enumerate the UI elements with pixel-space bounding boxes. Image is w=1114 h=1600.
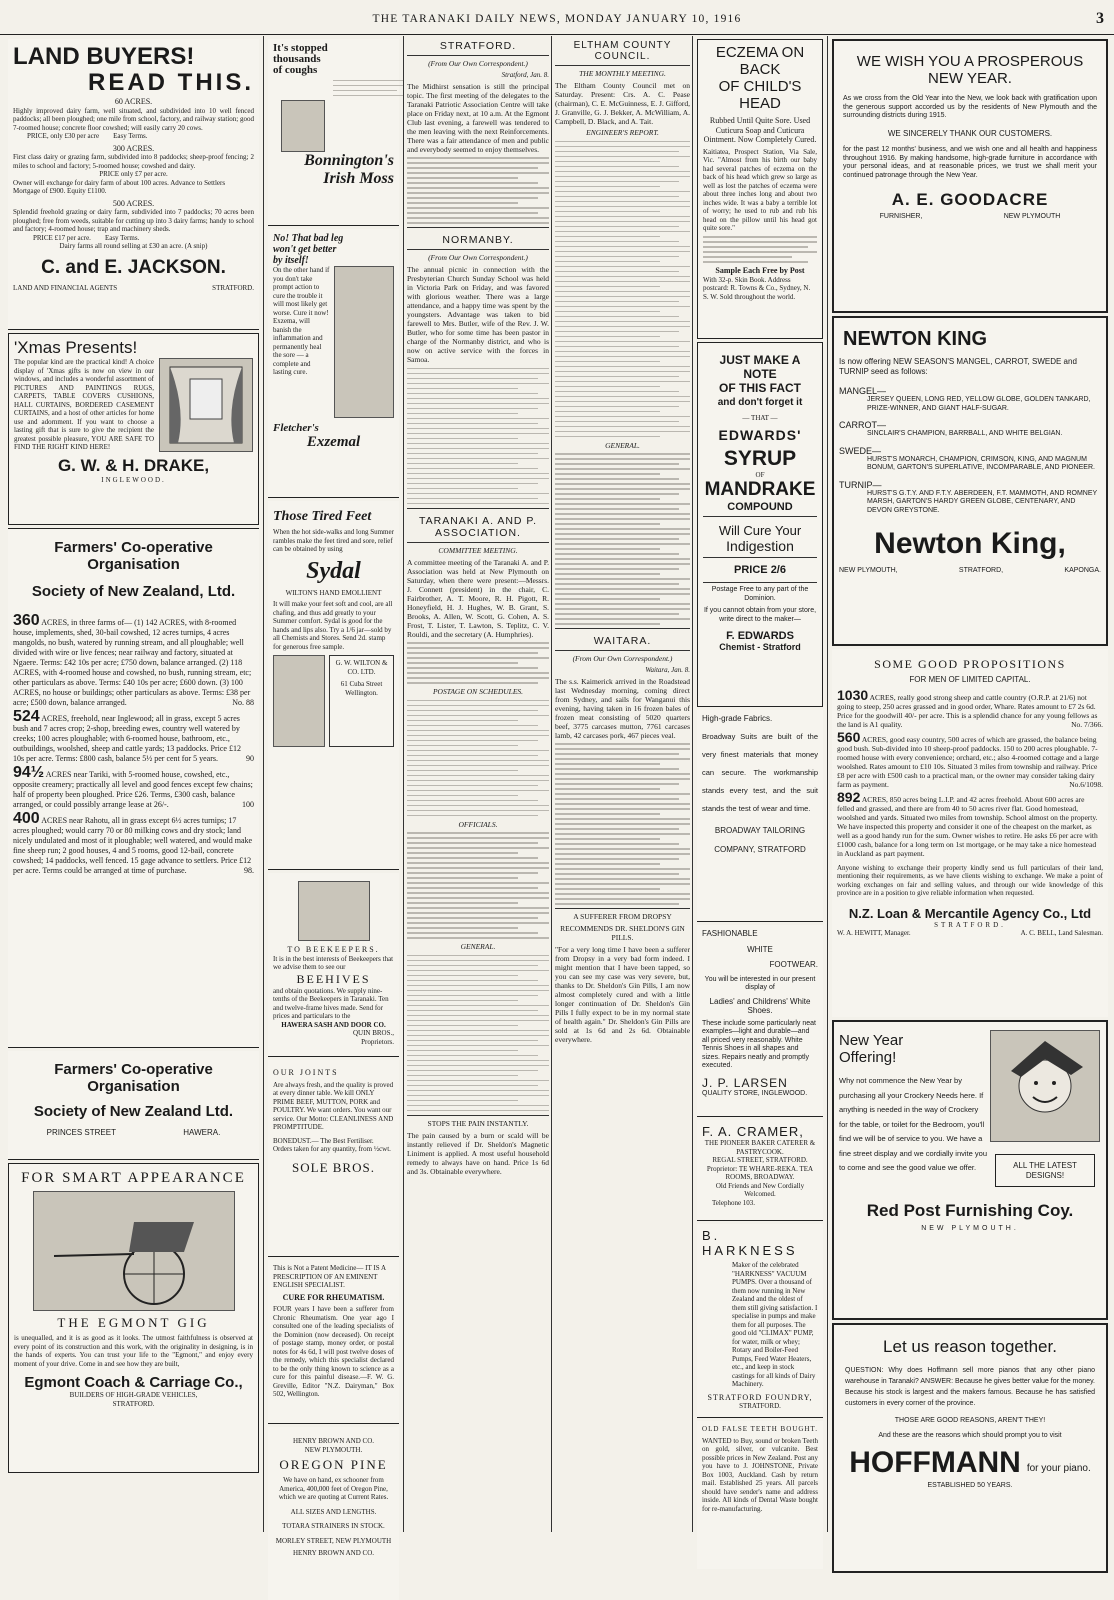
jester-icon [991, 1031, 1099, 1141]
firm-name: C. and E. JACKSON. [41, 256, 226, 278]
testimonial: Kaitiatea, Prospect Station, Via Sale, Vic. "Almost from his birth our baby had several patches of eczema on the back of his head which grew so large as well as lost the patches of eczema were about three inches long and about two inches wide. It was a baby a terrible lot of worry; he used to rub and rub his head on the pillow until his head got quite sore." [703, 147, 817, 232]
page-number: 3 [1096, 10, 1104, 27]
ad-title: TO BEEKEEPERS. [287, 945, 380, 954]
headline-2: Society of New Zealand, Ltd. [31, 583, 236, 600]
product: BEEHIVES [296, 971, 371, 986]
product: Exzemal [306, 434, 361, 450]
ad-text: WANTED to Buy, sound or broken Teeth on gold, silver, or vulcanite. Best possible prices in New Zealand. Post any you have to J. JOHNSTONE, Private Box 1003, Auckland. Cash by return mail. Established 25 years. All parcels should have sender's name and address inside. All kinds of Dental Waste bought for re-manufacturing. [702, 1436, 818, 1513]
sizes: ALL SIZES AND LENGTHS. [290, 1507, 377, 1516]
goodacre-ad [832, 39, 1108, 313]
headline-2: WHITE [747, 944, 773, 954]
hook: No! That bad leg won't get better by itself! [273, 233, 344, 266]
headline: ECZEMA ON BACK OF CHILD'S HEAD [715, 44, 805, 112]
beehive-illustration [298, 881, 370, 941]
ad-title: High-grade Fabrics. [702, 714, 773, 723]
article-body: A committee meeting of the Taranaki A. and P. Association was held at New Plymouth on Saturday, when there were present:—Messrs. J. Connett (president) in the chair, C. Fairbrother, A. T. Moore, R. H. Pigott, R. Honeyfield, H. J. Hughes, W. B. Grant, S. Brooks, A. Allen, W. Scott, G. Cohen, A. S. Frost, T. Lister, T. Lawton, S. Teplitz, C. V. Rouldi, and the secretary (A. Humphries). [407, 557, 549, 639]
article-subheading: ENGINEER'S REPORT. [586, 128, 659, 137]
beehives-ad [268, 873, 399, 1057]
listing: 1030 ACRES, really good strong sheep and cattle country (O.R.P. at 21/6) not going to steep, 250 acres grassed and in good order, Whare. Rates amount to £7 2s 6d. Price for the goodwill 40/- per acre. This is a splendid chance for any young fellows as the land is A1 quality. No. 7/366. [837, 686, 1103, 729]
headline: NEWTON KING [843, 328, 988, 350]
ad-text: When the hot side-walks and long Summer rambles make the feet tired and sore, relief can be obtained by using [273, 528, 394, 553]
firm-role: Proprietors. [361, 1037, 394, 1046]
product-name: THE EGMONT GIG [57, 1315, 210, 1330]
bottle-illustration [281, 100, 325, 152]
newspaper-title: THE TARANAKI DAILY NEWS, MONDAY JANUARY 10, 1916 [372, 13, 742, 25]
lot-title: 500 ACRES. [112, 198, 155, 208]
newton-king-ad [832, 316, 1108, 646]
headline: 'Xmas Presents! [14, 338, 138, 357]
red-post-ad [832, 1020, 1108, 1320]
jester-illustration [990, 1030, 1100, 1142]
article-subheading: OFFICIALS. [458, 819, 498, 829]
article-subheading: COMMITTEE MEETING. [438, 545, 518, 555]
false-teeth-ad [697, 1421, 823, 1569]
listing: 94½ ACRES near Tariki, with 5-roomed house, cowshed, etc., opposite creamery; practically all level and good fences except few chains; half of property been ploughed. Price £26. Terms, £300 cash, balance arranged, or could possibly arrange lease at 26/-. 100 [13, 764, 254, 809]
firm-name: BROADWAY TAILORING [714, 825, 806, 835]
lot-text: Splendid freehold grazing or dairy farm, subdivided into 7 paddocks; 70 acres been ploughed; free from weeds, suitable for cutting up into 3 dairy farms; handy to school and factory; 4-roomed house; trap and machinery sheds. [13, 208, 254, 233]
headline-2: NEW YEAR. [928, 70, 1012, 87]
article-subheading: POSTAGE ON SCHEDULES. [432, 687, 524, 696]
lot-price: PRICE only £7 per acre. [99, 170, 168, 178]
ad-text: Broadway Suits are built of the very finest materials that money can secure. The workmanship stands every test, and the suit stands the test of wear and time. [702, 731, 818, 813]
seed-list: HURST'S G.T.Y. AND F.T.Y. ABERDEEN, F.T. MAMMOTH, AND ROMNEY MARSH, GARTON'S HARDY GREEN GLOBE, CENTENARY, AND DEVON GREYSTONE. [867, 489, 1098, 514]
article-byline: (From Our Own Correspondent.) [428, 59, 528, 68]
article-body: The s.s. Kaimerick arrived in the Roadstead last Wednesday morning, coming direct from Sydney, and sails for Wanganui this evening, having taken in 16 frozen bales of frozen meat consisting of 5020 quarters beef, 3775 carcases mutton, 7761 carcases lamb, 42 carcases pork, 467 pieces veal. [555, 676, 690, 740]
column-4 [555, 36, 690, 1532]
firm-owners: QUIN BROS., [352, 1029, 394, 1037]
headline: LAND BUYERS! [13, 43, 195, 70]
firm-name: Red Post Furnishing Coy. [866, 1201, 1074, 1220]
firm-place: STRATFORD. [112, 1399, 155, 1408]
ad-text: You will be interested in our present display of [704, 975, 816, 991]
firm-name: B. HARKNESS [702, 1228, 798, 1258]
order-note: If you cannot obtain from your store, write direct to the maker— [703, 607, 817, 623]
lot-price: PRICE £17 per acre. Easy Terms. [33, 233, 140, 242]
firm-place: NEW PLYMOUTH. [921, 1225, 1019, 1232]
article-body: The annual picnic in connection with the Presbyterian Church Sunday School was held in Victoria Park on Friday, and was favored with glorious weather. There was a large attendance, and a happy time was spent by the youngsters. Advantage was taken to bid farewell to Mrs. Butler, wife of the Rev. J. W. Butler, who for some time has been pastor in charge of the Normanby district, and who is now on active service with the forces in Samoa. [407, 265, 549, 364]
brand: Fletcher's [273, 422, 319, 434]
seed-category: MANGEL— [839, 386, 887, 396]
ad-text-2: for the past 12 months' business, and we wish one and all health and happiness throughout 1916. By making handsome, high-grade furniture in accordance with your personal ideas, and at reasonable prices, we trust we shall merit your continued patronage through the New Year. [843, 146, 1097, 179]
strainers: TOTARA STRAINERS IN STOCK. [282, 1522, 385, 1530]
listing: 560 ACRES, good easy country, 500 acres of which are grassed, the balance being good bush. Sub-divided into 10 sheep-proof paddocks. 150 to 200 acres ploughable. 7-roomed house with every convenience; orchard, etc.; also 4-roomed cottage and a large woolshed. Rates amount to £10 10s. Situated 3 miles from township and railway. Price £8 per acre with £500 cash to a practical man, or the owner may consider taking dairy farm as payment. No.6/1098. [837, 728, 1103, 789]
egmont-gig-ad [8, 1163, 259, 1473]
ad-text: The popular kind are the practical kind! A choice display of 'Xmas gifts is now on view in our windows, and includes a wonderful assortment of PICTURES AND PAINTINGS RUGS, CARPETS, TABLE COVERS CUSHIONS, HALL CURTAINS, BORDERED CASEMENT CURTAINS, and a host of other articles for home use and adornment. If you want to choose a lasting gift that is sure to give the recipient the greatest possible pleasure, YOU ARE SAFE TO FIND THE RIGHT KIND HERE! [14, 358, 154, 451]
article-heading: ELTHAM COUNTY COUNCIL. [573, 40, 672, 62]
foundry: STRATFORD FOUNDRY, [707, 1392, 813, 1402]
article-date: Stratford, Jan. 8. [501, 71, 549, 79]
headline: Farmers' Co-operative Organisation [54, 1061, 213, 1095]
product-line-4: COMPOUND [727, 501, 793, 513]
column-1 [6, 36, 261, 1532]
irish-moss-ad [268, 39, 399, 226]
lot-price: PRICE, only £30 per acre Easy Terms. [27, 132, 148, 140]
ad-text-2: and obtain quotations. We supply nine-tenths of the Beekeepers in Taranaki. Ten and twelve-frame hives made. Send for prices and particulars to the [273, 986, 389, 1020]
ad-lead: Is now offering NEW SEASON'S MANGEL, CARROT, SWEDE and TURNIP seed as follows: [839, 357, 1077, 376]
seed-list: JERSEY QUEEN, LONG RED, YELLOW GLOBE, GOLDEN TANKARD, PRIZE-WINNER, AND GIANT HALF-SUGAR. [867, 396, 1091, 412]
listing: 892 ACRES, 850 acres being L.I.P. and 42 acres freehold. About 600 acres are felled and grassed, and there are from 40 to 50 acres river flat. Good homestead, woolshed and yards. Situated two miles from township. School almost on the property. We have inspected this property and consider it one of the cheapest on the market, as well as a good handy run for the sum. Owner wishes to retire. He asks £6 per acre with £1000 cash, balance for a long term on 1st mortgage, or he may take a nice homestead in Auckland as part payment. [837, 788, 1098, 858]
ad-text: We have on hand, ex schooner from America, 400,000 feet of Oregon Pine, which we are quoting at Current Rates. [278, 1476, 389, 1501]
sole-bros-ad [268, 1060, 399, 1257]
article-heading: NORMANBY. [442, 234, 514, 246]
brand-sub: WILTON'S HAND EMOLLIENT [285, 588, 382, 597]
maker-place: Chemist - Stratford [719, 642, 801, 652]
farmers-coop-ad-2 [8, 1051, 259, 1160]
carriage-icon [34, 1192, 234, 1310]
seed-category: TURNIP— [839, 479, 882, 490]
closing-text: Anyone wishing to exchange their property kindly send us full particulars of their land, mentioning their requirements, as we have clients wishing to exchange. We make a point of working exchanges on fair and selling values, and through our wide knowledge of this province are in a position to give reliable information when requested. [837, 863, 1103, 897]
welcome: Old Friends and New Cordially Welcomed. [715, 1181, 805, 1198]
claim-1: Will Cure Your [718, 523, 802, 538]
land-buyers-ad [8, 39, 259, 330]
headline: Let us reason together. [883, 1337, 1057, 1356]
article-body: The Midhirst sensation is still the principal topic. The first meeting of the delegates to the Taranaki Patriotic Association Centre will take place on Friday next, at 10 a.m. At the Egmont Club last evening, a farewell was tendered to the men leaving with the next Reinforcements. There was a fair attendance of men and public and everybody seemed to enjoy themselves. [407, 81, 549, 154]
firm-name: F. A. CRAMER, [702, 1124, 804, 1139]
sub-headline: FOR MEN OF LIMITED CAPITAL. [909, 675, 1031, 684]
that-line: — THAT — [742, 414, 778, 422]
bonedust-text: BONEDUST.— The Best Fertiliser. Orders taken for any quantity, from ½cwt. [273, 1136, 391, 1153]
firm-footer: LAND AND FINANCIAL AGENTS STRATFORD. [13, 283, 254, 292]
larsen-footwear-ad [697, 925, 823, 1117]
ad-text: It is in the best interests of Beekeepers that we advise them to see our [273, 954, 394, 971]
column-6 [830, 36, 1110, 1532]
lot-terms: Owner will exchange for dairy farm of about 100 acres. Advance to Settlers Mortgage of £900. Equity £1100. [13, 178, 226, 195]
ad-text-2: These include some particularly neat examples—light and durable—and all priced very reasonably. White Tennis Shoes in all shapes and sizes. Repairs neatly and promptly executed. [702, 1019, 817, 1069]
thanks: WE SINCERELY THANK OUR CUSTOMERS. [887, 128, 1053, 138]
masthead [0, 0, 1114, 35]
firm-staff: W. A. HEWITT, Manager. A. C. BELL, Land Salesman. [837, 929, 1103, 937]
article-date: Waitara, Jan. 8. [645, 666, 690, 674]
address: MORLEY STREET, NEW PLYMOUTH [275, 1536, 392, 1545]
broadway-tailoring-ad [697, 710, 823, 922]
product: Irish Moss [323, 169, 394, 187]
hook: Those Tired Feet [273, 509, 372, 524]
article-heading: WAITARA. [593, 635, 652, 647]
designs-box: ALL THE LATEST DESIGNS! [995, 1154, 1095, 1187]
fletchers-ad [268, 229, 399, 498]
woman-illustration [273, 655, 325, 747]
man-illustration [334, 266, 394, 418]
firm-name: J. P. LARSEN [702, 1075, 788, 1090]
headline: Farmers' Co-operative Organisation [54, 539, 213, 573]
firm-name: N.Z. Loan & Mercantile Agency Co., Ltd [848, 905, 1092, 921]
nz-loan-mercantile-ad [832, 649, 1108, 1017]
ad-lead: This is Not a Patent Medicine— IT IS A PRESCRIPTION OF AN EMINENT ENGLISH SPECIALIST. [273, 1264, 386, 1289]
lot-title: 60 ACRES. [114, 97, 153, 106]
column-rule [827, 36, 828, 1532]
cuticura-ad [697, 39, 823, 339]
article-subheading: STOPS THE PAIN INSTANTLY. [427, 1118, 529, 1128]
proprietor: Proprietor: TE WHARE-REKA. TEA ROOMS, BROADWAY. [706, 1164, 814, 1181]
hook: It's stopped thousands of coughs [273, 42, 328, 76]
article-subheading: RECOMMENDS DR. SHELDON'S GIN PILLS. [560, 924, 685, 942]
ad-text: QUESTION: Why does Hoffmann sell more pianos that any other piano warehouse in Taranaki? ANSWER: Because he gives better value for the money. Because his stock is largest and the makers famous. Because he has satisfied customers in every corner of the province. [845, 1367, 1095, 1407]
display: Ladies' and Childrens' White Shoes. [709, 996, 811, 1015]
article-subheading: A SUFFERER FROM DROPSY [573, 912, 672, 921]
lot-title: 300 ACRES. [112, 143, 155, 153]
maker: F. EDWARDS [726, 630, 794, 642]
firm-place: NEW PLYMOUTH. [304, 1445, 363, 1454]
lot-text: Highly improved dairy farm, well situated, and subdivided into 10 well fenced paddocks; all been ploughed; one mile from school, factory, and railway station; good 7-roomed house; concrete floor cowshed; will easily carry 20 cows. [13, 106, 254, 132]
headline-3: and don't forget it [717, 397, 803, 408]
ad-text: As we cross from the Old Year into the New, we look back with gratification upon the generous support accorded us by the residents of New Plymouth and the surrounding districts during 1915. [843, 95, 1097, 119]
firm-name: Newton King, [874, 527, 1066, 560]
firm-name: Egmont Coach & Carriage Co., [24, 1374, 243, 1391]
maker-box: G. W. WILTON & CO. LTD. 61 Cuba Street Wellington. [329, 655, 394, 747]
seed-list: SINCLAIR'S CHAMPION, BARRBALL, AND WHITE BELGIAN. [867, 430, 1063, 437]
firm-name-2: COMPANY, STRATFORD [714, 845, 806, 854]
headline: JUST MAKE A NOTE [719, 353, 801, 381]
firm-place: STRATFORD. [934, 920, 1006, 929]
firm-sub: QUALITY STORE, INGLEWOOD. [702, 1089, 808, 1097]
firm-place: INGLEWOOD. [101, 476, 166, 484]
sub-headline: Rubbed Until Quite Sore. Used Cuticura Soap and Cuticura Ointment. Now Completely Cured. [703, 116, 817, 144]
address: REGAL STREET, STRATFORD. [712, 1156, 808, 1164]
firm-footer: FURNISHER, NEW PLYMOUTH [879, 213, 1061, 220]
seed-category: CARROT— [839, 420, 886, 430]
column-2 [266, 36, 401, 1557]
seed-category: SWEDE— [839, 445, 882, 456]
ad-text: Are always fresh, and the quality is proved at every dinner table. We kill ONLY PRIME BEEF, MUTTON, PORK and POULTRY. We want orders. You want our service. Our Motto: CLEANLINESS AND PROMPTITUDE. [273, 1080, 394, 1131]
firm-name-2: HENRY BROWN AND CO. [292, 1549, 375, 1557]
article-subheading: GENERAL. [460, 942, 496, 951]
article-body: The pain caused by a burn or scald will be instantly relieved if Dr. Sheldon's Magnetic Liniment is applied. A most useful household remedy to always have on hand. Price 1s 6d and 3s. Obtainable everywhere. [407, 1130, 549, 1176]
product-line-1: SYRUP [723, 446, 797, 470]
curtain-icon [160, 359, 252, 451]
article-body: The Eltham County Council met on Saturday. Present: Crs. A. C. Pease (chairman), C. E. McGuinness, E. J. Gifford, J. Granville, G. J. Bekker, A. McWilliam, A. Campbell, D. Black, and A. Tait. [555, 81, 690, 126]
ad-text: On the other hand if you don't take prompt action to cure the trouble it will most likely get worse. Cure it now! Exzema, will banish the inflammation and permanently heal the sore — a complete and lasting cure. [273, 266, 330, 376]
farmers-coop-ad [8, 528, 259, 1048]
telephone: Telephone 103. [712, 1198, 756, 1207]
column-rule [403, 36, 404, 1532]
listing: 524 ACRES, freehold, near Inglewood; all in grass, except 5 acres bush and 7 acres crop; 2-shop, breeding ewes, country well watered by creeks; 100 acres ploughable; with 6-roomed house, bathroom, etc., outbuildings, woolshed, sheep and cattle yards; 13 paddocks. Price £12 10s per acre. Terms: £800 cash, balance 5½ per cent for 5 years. 90 [13, 708, 254, 763]
ad-text-2: It will make your feet soft and cool, are all chafing, and thus add greatly to your Summer comfort. Sydal is good for the hands and lips also. Try a 1/6 jar—sold by all Chemists and Stores. Send 2d. stamp for generous free sample. [273, 600, 393, 651]
firm-name: HENRY BROWN AND CO. [292, 1437, 375, 1445]
headline-3: FOOTWEAR. [769, 960, 818, 969]
headline: New Year [839, 1032, 904, 1049]
brand: Bonnington's [304, 151, 394, 169]
ad-text: Maker of the celebrated "HARKNESS" VACUUM PUMPS. Over a thousand of them now running in New Zealand and the oldest of them still giving satisfaction. I specialise in pumps and make them for all purposes. The good old "CLIMAX" PUMP, for water, milk or whey; Rotary and Boiler-Feed Pumps, Feed Water Heaters, etc., and keep in stock castings for all kinds of Dairy Machinery. [732, 1261, 818, 1388]
column-5 [695, 36, 825, 1532]
column-rule [551, 36, 552, 1532]
ad-text-2: And these are the reasons which should prompt you to visit [878, 1431, 1062, 1439]
xmas-presents-ad [8, 333, 259, 525]
ad-title: OLD FALSE TEETH BOUGHT. [702, 1425, 818, 1433]
headline: SOME GOOD PROPOSITIONS [874, 657, 1066, 671]
listing: 360 ACRES, in three farms of— (1) 142 ACRES, with 8-roomed house, implements, shed, 30-bail cowshed, 12 acres turnips, 4 acres mangolds, no bush, watered by running stream, and all ploughable; well divided with wire or live fences; near railway and factory, situated at Ngaere. Terms: £42 10s per acre; £750 down, balance arranged. (2) 118 ACRES, with 4-roomed house and cowshed, no bush, running stream, etc; other particulars as above. Terms: £40 10s per acre; £600 down. (3) 100 ACRES, no house or buildings; other particulars as above. Terms: £38 per acre; £500 down, balance arranged. No. 88 [13, 612, 254, 707]
product-line-2: OF [755, 470, 765, 479]
headline-2: READ THIS. [87, 69, 254, 96]
brand-line [839, 1446, 1101, 1480]
brand: EDWARDS' [718, 426, 802, 443]
headline-2: Offering! [839, 1049, 897, 1066]
gig-illustration [33, 1191, 235, 1311]
lot-terms: Dairy farms all round selling at £30 an acre. (A snip) [59, 242, 208, 250]
harkness-ad [697, 1224, 823, 1418]
established: ESTABLISHED 50 YEARS. [927, 1482, 1013, 1489]
ad-title: CURE FOR RHEUMATISM. [282, 1292, 385, 1302]
product-line-3: MANDRAKE [704, 479, 816, 500]
sydal-ad [268, 501, 399, 870]
brand: Sydal [306, 557, 361, 584]
firm-name: SOLE BROS. [292, 1159, 375, 1175]
article-body: "For a very long time I have been a sufferer from Dropsy in a very bad form indeed. I might mention that I have been tapped, so you can see my case was very severe, but, thanks to Dr. Sheldon's Gin Pills, I am now almost completely cured and with a little longer continuation of Dr. Sheldon's Gin Pills I fully expect to be in my normal state of health again." Dr. Sheldon's Gin Pills are sold at 1s 6d and 2s 6d. Obtainable everywhere. [555, 945, 690, 1044]
brand: HOFFMANN [849, 1446, 1021, 1479]
headline: FOR SMART APPEARANCE [21, 1170, 246, 1186]
article-byline: (From Our Own Correspondent.) [428, 253, 528, 262]
cramer-ad [697, 1120, 823, 1221]
claim-2: Indigestion [726, 538, 794, 554]
headline: FASHIONABLE [702, 929, 758, 938]
foundry-place: STRATFORD. [739, 1402, 781, 1410]
product: OREGON PINE [279, 1457, 388, 1472]
seed-list: HURST'S MONARCH, CHAMPION, CRIMSON, KING, AND MAGNUM BONUM, GARTON'S SUPERLATIVE, INCOMPARABLE, AND PIONEER. [867, 455, 1095, 471]
hoffmann-ad [832, 1323, 1108, 1573]
reasons: THOSE ARE GOOD REASONS, AREN'T THEY! [894, 1417, 1046, 1424]
headline: WE WISH YOU A PROSPEROUS [856, 53, 1084, 70]
ad-text: FOUR years I have been a sufferer from Chronic Rheumatism. One year ago I consulted one of the leading specialists of the Dominion (now deceased). On receipt of postage stamp, money order, or postal notes for 4s 6d, I will post twelve doses of the remedy, which this specialist declared to be the only thing known to science as a cure for this painful disease.—F. W. G. Greville, Editor "N.Z. Dairyman," Box 502, Wellington. [273, 1305, 394, 1398]
firm-name: HAWERA SASH AND DOOR CO. [281, 1020, 386, 1029]
column-rule [263, 36, 264, 1532]
article-subheading: GENERAL. [605, 440, 640, 450]
address-line: PRINCES STREET HAWERA. [46, 1128, 221, 1137]
syrup-of-mandrake-ad [697, 342, 823, 707]
ad-text: Why not commence the New Year by purchasing all your Crockery Needs here. If anything is needed in the way of Crockery for the table, or toilet for the Bedroom, you'll find we will be of service to you. We have a fine street display and we cordially invite you to come and see the good value we offer. [839, 1076, 987, 1172]
article-heading: STRATFORD. [439, 40, 517, 52]
column-rule [692, 36, 693, 1532]
oregon-pine-ad [268, 1427, 399, 1600]
postage-note: Postage Free to any part of the Dominion. [711, 586, 809, 602]
branches: NEW PLYMOUTH, STRATFORD, KAPONGA. [839, 567, 1101, 574]
price: PRICE 2/6 [734, 564, 786, 576]
brand-tag: for your piano. [1026, 1463, 1091, 1474]
ad-text: is unequalled, and it is as good as it looks. The utmost faithfulness is observed at every point of its construction and this work, with the originality in designing, is in the hands of experts. You can trust your life to the "Egmont," and enjoy every moment of your drive. Come in and see how they are built, [14, 1334, 253, 1368]
article-byline: (From Our Own Correspondent.) [572, 654, 673, 663]
firm-sub: THE PIONEER BAKER CATERER & PASTRYCOOK. [704, 1139, 816, 1156]
firm-name: G. W. & H. DRAKE, [57, 456, 210, 475]
firm-sub: BUILDERS OF HIGH-GRADE VEHICLES, [69, 1391, 198, 1399]
headline-2: Society of New Zealand Ltd. [33, 1103, 234, 1120]
listing: 400 ACRES near Rahotu, all in grass except 6½ acres turnips; 17 acres ploughed; would carry 70 or 80 milking cows and dry stock; land nicely undulated and most of it ploughable; well watered, and would make fine sheep run; 2 good houses, 4 and 5 rooms, good 12-bail, concrete cowshed; 14 paddocks, well fenced. 15 gage advance to settlers. Price £12 per acre. Terms could be arranged at time of purchase. 98. [13, 810, 254, 875]
room-illustration [159, 358, 253, 452]
sample-offer: Sample Each Free by Post [715, 266, 805, 275]
sample-text: With 32-p. Skin Book. Address postcard: R. Towns & Co., Sydney, N. S. W. Sold throughout the world. [703, 275, 811, 301]
column-3 [407, 36, 549, 1532]
rheumatism-ad [268, 1260, 399, 1424]
ad-title: OUR JOINTS [273, 1068, 339, 1077]
headline-2: OF THIS FACT [719, 381, 801, 395]
article-heading: TARANAKI A. AND P. ASSOCIATION. [419, 514, 537, 539]
article-subheading: THE MONTHLY MEETING. [579, 69, 666, 78]
firm-name: A. E. GOODACRE [891, 190, 1049, 209]
lot-text: First class dairy or grazing farm, subdivided into 8 paddocks; sheep-proof fencing; 2 miles to school and factory; 5-roomed house; cowshed and dairy. [13, 153, 254, 170]
